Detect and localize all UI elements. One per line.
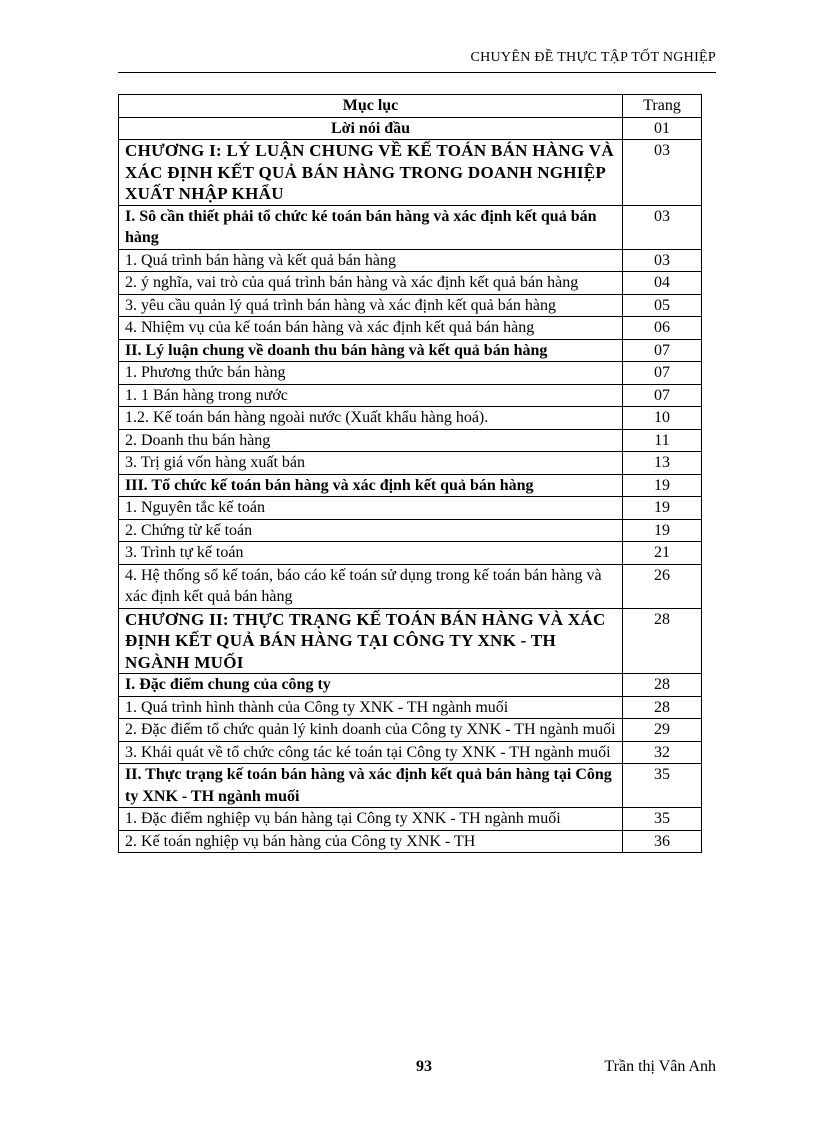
toc-entry-text: III. Tổ chức kế toán bán hàng và xác định kết quả bán hàng xyxy=(119,474,623,497)
page-header-title: CHUYÊN ĐỀ THỰC TẬP TỐT NGHIỆP xyxy=(470,50,716,65)
toc-entry-page: 36 xyxy=(623,830,702,853)
toc-entry-page: 13 xyxy=(623,452,702,475)
toc-entry-text: 1.2. Kế toán bán hàng ngoài nước (Xuất khẩu hàng hoá). xyxy=(119,407,623,430)
toc-entry-text: 3. Trình tự kế toán xyxy=(119,542,623,565)
toc-entry-text: II. Lý luận chung về doanh thu bán hàng và kết quả bán hàng xyxy=(119,339,623,362)
toc-entry-page: 28 xyxy=(623,696,702,719)
toc-row xyxy=(119,339,702,362)
toc-entry-page: 01 xyxy=(623,117,702,140)
toc-row xyxy=(119,317,702,340)
toc-row xyxy=(119,830,702,853)
toc-entry-page: 26 xyxy=(623,564,702,608)
toc-row xyxy=(119,272,702,295)
toc-row xyxy=(119,542,702,565)
toc-entry-text: 2. Kế toán nghiệp vụ bán hàng của Công ty XNK - TH xyxy=(119,830,623,853)
toc-entry-page: 03 xyxy=(623,249,702,272)
toc-row xyxy=(119,407,702,430)
toc-entry-text: I. Sô cần thiết phải tổ chức ké toán bán hàng và xác định kết quả bán hàng xyxy=(119,205,623,249)
toc-entry-text: II. Thực trạng kế toán bán hàng và xác định kết quả bán hàng tại Công ty XNK - TH ngành muối xyxy=(119,764,623,808)
toc-entry-page: 28 xyxy=(623,674,702,697)
toc-entry-text: 4. Nhiệm vụ của kế toán bán hàng và xác định kết quả bán hàng xyxy=(119,317,623,340)
toc-entry-page: 29 xyxy=(623,719,702,742)
toc-row xyxy=(119,474,702,497)
toc-col-page: Trang xyxy=(623,95,702,118)
toc-entry-text: Lời nói đầu xyxy=(119,117,623,140)
toc-row xyxy=(119,294,702,317)
toc-row xyxy=(119,205,702,249)
toc-entry-text: 2. ý nghĩa, vai trò của quá trình bán hàng và xác định kết quả bán hàng xyxy=(119,272,623,295)
toc-entry-page: 19 xyxy=(623,497,702,520)
header-divider xyxy=(118,72,716,73)
toc-entry-page: 28 xyxy=(623,608,702,674)
toc-row xyxy=(119,674,702,697)
toc-row xyxy=(119,452,702,475)
toc-entry-page: 07 xyxy=(623,384,702,407)
toc-entry-text: 3. Khái quát về tổ chức công tác ké toán tại Công ty XNK - TH ngành muối xyxy=(119,741,623,764)
toc-entry-text: 2. Doanh thu bán hàng xyxy=(119,429,623,452)
toc-row xyxy=(119,808,702,831)
toc-entry-text: 3. Trị giá vốn hàng xuất bán xyxy=(119,452,623,475)
toc-entry-text: 2. Chứng từ kế toán xyxy=(119,519,623,542)
toc-entry-page: 05 xyxy=(623,294,702,317)
toc-entry-page: 19 xyxy=(623,474,702,497)
toc-row xyxy=(119,362,702,385)
toc-row xyxy=(119,140,702,206)
toc-row xyxy=(119,741,702,764)
toc-entry-page: 32 xyxy=(623,741,702,764)
toc-entry-page: 03 xyxy=(623,140,702,206)
toc-entry-page: 07 xyxy=(623,339,702,362)
toc-entry-text: 3. yêu cầu quản lý quá trình bán hàng và xác định kết quả bán hàng xyxy=(119,294,623,317)
toc-row xyxy=(119,608,702,674)
toc-entry-page: 10 xyxy=(623,407,702,430)
toc-entry-text: CHƯƠNG I: LÝ LUẬN CHUNG VỀ KẾ TOÁN BÁN HÀNG VÀ XÁC ĐỊNH KẾT QUẢ BÁN HÀNG TRONG DOANH NGHIỆP XUẤT NHẬP KHẨU xyxy=(119,140,623,206)
toc-entry-text: CHƯƠNG II: THỰC TRẠNG KẾ TOÁN BÁN HÀNG VÀ XÁC ĐỊNH KẾT QUẢ BÁN HÀNG TẠI CÔNG TY XNK - TH NGÀNH MUỐI xyxy=(119,608,623,674)
toc-entry-text: 1. 1 Bán hàng trong nước xyxy=(119,384,623,407)
toc-entry-text: 1. Quá trình hình thành của Công ty XNK - TH ngành muối xyxy=(119,696,623,719)
toc-row xyxy=(119,764,702,808)
toc-col-title: Mục lục xyxy=(119,95,623,118)
toc-entry-page: 04 xyxy=(623,272,702,295)
toc-entry-page: 35 xyxy=(623,764,702,808)
footer-author: Trần thị Vân Anh xyxy=(604,1058,716,1075)
toc-row xyxy=(119,117,702,140)
toc-entry-text: 1. Nguyên tắc kế toán xyxy=(119,497,623,520)
toc-row xyxy=(119,429,702,452)
toc-entry-text: 1. Phương thức bán hàng xyxy=(119,362,623,385)
toc-row xyxy=(119,719,702,742)
toc-row xyxy=(119,519,702,542)
toc-row xyxy=(119,384,702,407)
toc-entry-text: 1. Đặc điểm nghiệp vụ bán hàng tại Công ty XNK - TH ngành muối xyxy=(119,808,623,831)
toc-entry-text: 2. Đặc điểm tổ chức quản lý kinh doanh của Công ty XNK - TH ngành muối xyxy=(119,719,623,742)
toc-entry-page: 06 xyxy=(623,317,702,340)
page-number: 93 xyxy=(416,1058,432,1075)
toc-entry-page: 21 xyxy=(623,542,702,565)
toc-row xyxy=(119,696,702,719)
toc-entry-page: 03 xyxy=(623,205,702,249)
toc-entry-text: 1. Quá trình bán hàng và kết quả bán hàng xyxy=(119,249,623,272)
toc-row xyxy=(119,564,702,608)
toc-row xyxy=(119,497,702,520)
toc-entry-page: 07 xyxy=(623,362,702,385)
table-of-contents xyxy=(118,94,702,853)
toc-header-row xyxy=(119,95,702,118)
toc-row xyxy=(119,249,702,272)
toc-entry-page: 11 xyxy=(623,429,702,452)
toc-entry-page: 35 xyxy=(623,808,702,831)
toc-entry-page: 19 xyxy=(623,519,702,542)
toc-entry-text: 4. Hệ thống sổ kế toán, báo cáo kế toán sử dụng trong kế toán bán hàng và xác định kết quả bán hàng xyxy=(119,564,623,608)
toc-entry-text: I. Đặc điểm chung của công ty xyxy=(119,674,623,697)
